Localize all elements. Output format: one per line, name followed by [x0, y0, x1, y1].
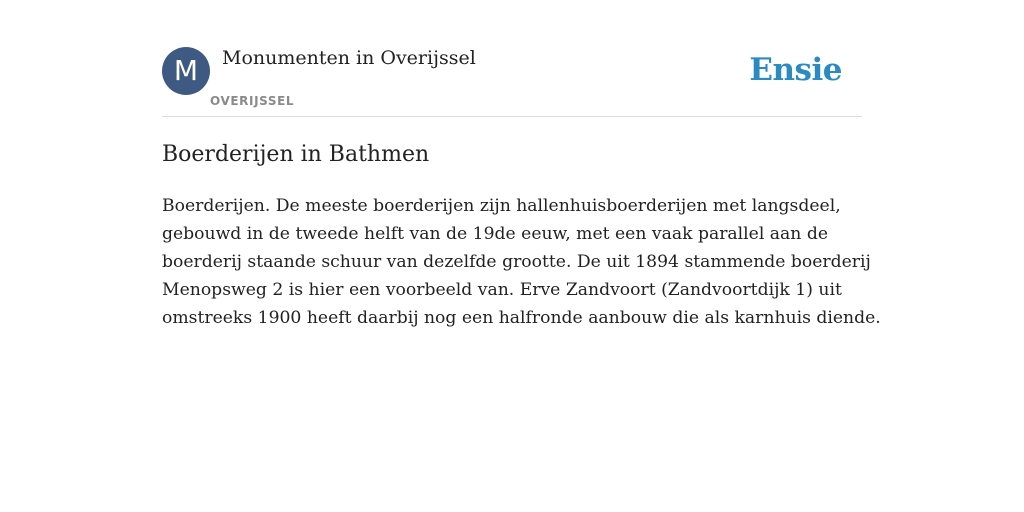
header [162, 46, 862, 117]
category-label[interactable]: OVERIJSSEL [210, 94, 295, 108]
avatar[interactable]: M [162, 47, 210, 95]
body-line: Boerderijen. De meeste boerderijen zijn hallenhuisboerderijen met langsdeel, [162, 196, 841, 216]
brand-logo[interactable]: Ensie [749, 52, 842, 88]
article-title: Boerderijen in Bathmen [162, 142, 430, 167]
site-title[interactable]: Monumenten in Overijssel [222, 47, 476, 69]
article-body [162, 192, 882, 332]
body-line: gebouwd in de tweede helft van de 19de eeuw, met een vaak parallel aan de [162, 224, 828, 244]
body-line: Menopsweg 2 is hier een voorbeeld van. Erve Zandvoort (Zandvoortdijk 1) uit [162, 280, 842, 300]
body-line: omstreeks 1900 heeft daarbij nog een halfronde aanbouw die als karnhuis diende. [162, 308, 881, 328]
body-line: boerderij staande schuur van dezelfde grootte. De uit 1894 stammende boerderij [162, 252, 871, 272]
